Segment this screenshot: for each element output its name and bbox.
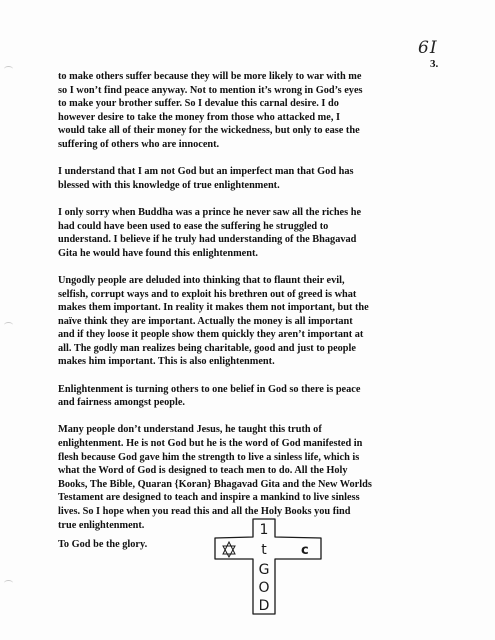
closing-line: To God be the glory.: [58, 539, 148, 550]
page-number: 3.: [430, 58, 439, 70]
text-line: had could have been used to ease the suffering he struggled to: [58, 220, 329, 232]
cross-letter: O: [258, 580, 270, 596]
letter-body: [58, 70, 458, 546]
paragraph: [58, 165, 458, 192]
text-line: Books, The Bible, Quaran {Koran} Bhagavad Gita and the New Worlds: [58, 478, 372, 490]
cross-letter: G: [258, 562, 270, 578]
text-line: selfish, corrupt ways and to exploit his brethren out of greed is what: [58, 288, 357, 300]
text-line: true enlightenment.: [58, 519, 145, 531]
text-line: enlightenment. He is not God but he is the word of God manifested in: [58, 438, 363, 450]
punch-hole-mark: [4, 66, 13, 72]
star-of-david-icon: [223, 542, 235, 557]
text-line: understand. I believe if he truly had understanding of the Bhagavad: [58, 234, 357, 246]
punch-hole-mark: [4, 580, 13, 586]
text-line: Gita he would have found this enlightenment.: [58, 247, 258, 259]
text-line: naïve think they are important. Actually the money is all important: [58, 315, 353, 327]
cross-letter: c: [301, 543, 309, 558]
paragraph: [58, 274, 458, 369]
text-line: Many people don’t understand Jesus, he taught this truth of: [58, 424, 322, 436]
punch-hole-mark: [4, 322, 13, 328]
text-line: Ungodly people are deluded into thinking that to flaunt their evil,: [58, 274, 345, 286]
paragraph: [58, 383, 458, 410]
text-line: I understand that I am not God but an imperfect man that God has: [58, 166, 354, 178]
paragraph: [58, 70, 458, 152]
paragraph: [58, 423, 458, 532]
text-line: would take all of their money for the wickedness, but only to ease the: [58, 125, 360, 137]
cross-drawing: [213, 517, 325, 617]
text-line: all. The godly man realizes being charitable, good and just to people: [58, 342, 356, 354]
text-line: I only sorry when Buddha was a prince he never saw all the riches he: [58, 206, 362, 218]
text-line: lives. So I hope when you read this and all the Holy Books you find: [58, 506, 351, 517]
text-line: what the Word of God is designed to teach men to do. All the Holy: [58, 465, 348, 477]
cross-letter: D: [258, 598, 270, 614]
paragraph: [58, 206, 458, 260]
cross-letter: 1: [259, 522, 269, 538]
text-line: however desire to take the money from those who attacked me, I: [58, 111, 340, 123]
text-line: to make your brother suffer. So I devalue this carnal desire. I do: [58, 98, 339, 110]
text-line: to make others suffer because they will be more likely to war with me: [58, 71, 362, 82]
cross-letter: t: [261, 542, 267, 558]
text-line: makes him important. This is also enlightenment.: [58, 356, 275, 368]
text-line: Enlightenment is turning others to one belief in God so there is peace: [58, 383, 361, 395]
text-line: so I won’t find peace anyway. Not to mention it’s wrong in God’s eyes: [58, 84, 363, 96]
text-line: flesh because God gave him the strength to live a sinless life, which is: [58, 451, 360, 463]
text-line: Testament are designed to teach and inspire a mankind to live sinless: [58, 492, 360, 504]
text-line: and if they loose it people show them quickly they aren’t important at: [58, 329, 364, 341]
text-line: and fairness amongst people.: [58, 397, 186, 409]
text-line: makes them important. In reality it makes them not important, but the: [58, 302, 369, 314]
c-symbol-icon: [301, 543, 309, 558]
handwritten-page-number: 6I: [418, 38, 438, 58]
text-line: suffering of others who are innocent.: [58, 138, 220, 150]
text-line: blessed with this knowledge of true enlightenment.: [58, 179, 280, 191]
